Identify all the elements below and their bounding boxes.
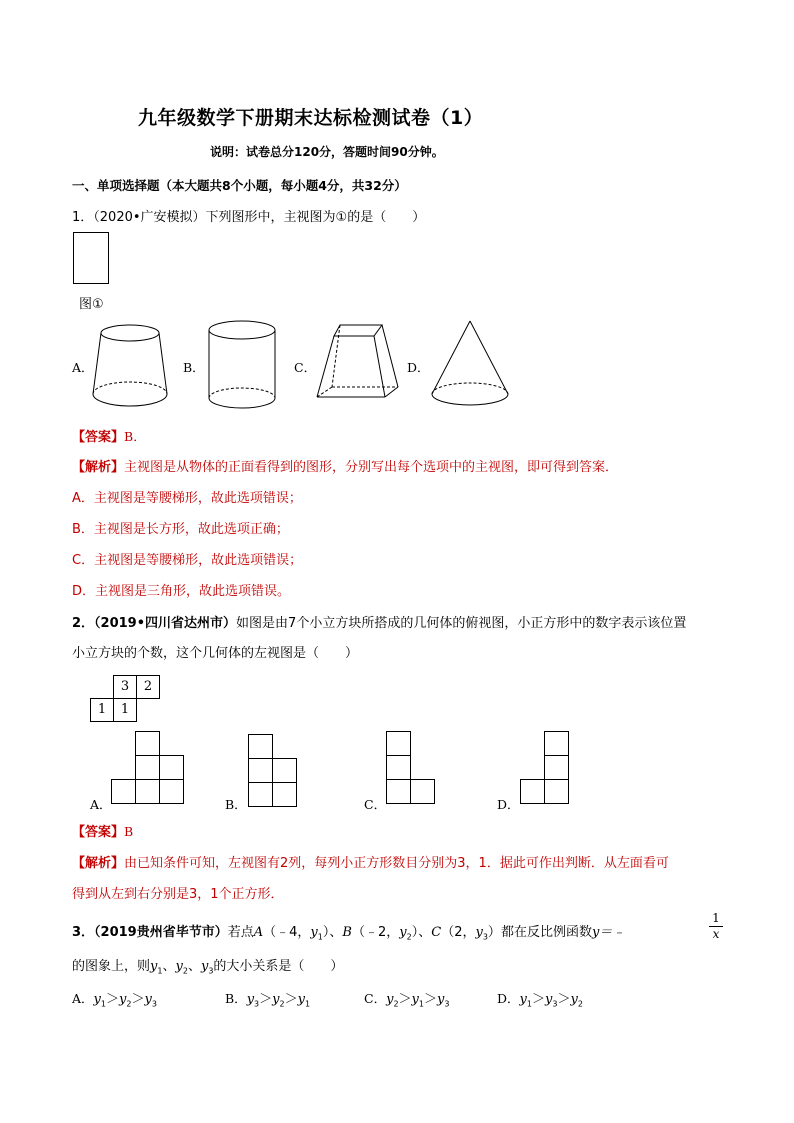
cone-figure [428,318,518,412]
q1-explanation-b: B．主视图是长方形，故此选项正确； [72,522,289,537]
question-source: （2019贵州省毕节市） [94,925,228,940]
q1-option-d-label: D． [407,360,430,375]
q1-option-b-label: B． [183,360,205,375]
q1-explanation-d: D．主视图是三角形，故此选项错误。 [72,584,291,599]
answer-label: 【答案】 [72,430,125,445]
q2-option-d-label: D． [497,797,520,812]
analysis-text: 主视图是从物体的正面看得到的图形，分别写出每个选项中的主视图，即可得到答案． [124,460,619,475]
prism-frustum-figure [312,322,402,402]
question-source: （2019•四川省达州市） [94,616,237,631]
q1-option-a-label: A． [72,360,94,375]
q1-explanation-c: C．主视图是等腰梯形，故此选项错误； [72,553,303,568]
exam-note: 说明：试卷总分120分，答题时间90分钟。 [210,145,444,159]
q1-analysis [72,456,618,475]
question-source: （2020•广安模拟） [93,210,206,225]
q2-option-a-label: A． [90,797,112,812]
q1-option-c-label: C． [294,360,317,375]
question-number: 2． [72,616,95,631]
grid-cell: 1 [90,698,114,722]
page-title: 九年级数学下册期末达标检测试卷（1） [138,107,484,129]
cylinder-figure [202,318,282,414]
analysis-label: 【解析】 [72,460,125,475]
analysis-text-line1: 由已知条件可知，左视图有2列，每列小正方形数目分别为3，1．据此可作出判断．从左面看可 [124,856,669,871]
analysis-label: 【解析】 [72,856,125,871]
grid-cell: 3 [113,675,137,699]
function-expression: y＝﹣ [591,925,626,940]
answer-value: B． [124,429,146,444]
question-number: 3． [72,925,95,940]
answer-value: B [124,824,134,839]
question-2 [72,612,686,631]
question-3: 3．（2019贵州省毕节市）若点A（﹣4，$y_1$）、B（﹣2，$y_2$）、C（2，$y_3$）都在反比例函数y＝﹣ [72,925,626,942]
answer-label: 【答案】 [72,825,125,840]
figure-1-label: 图① [79,297,104,312]
q3-option-c: C．$y_2>y_1>y_3$ [364,991,450,1009]
fraction-denominator: x [712,927,720,941]
q2-option-b-label: B． [225,797,247,812]
q2-analysis-line2: 得到从左到右分别是3，1个正方形． [72,887,284,902]
grid-cell: 2 [136,675,160,699]
q3-option-b: B．$y_3>y_2>y_1$ [225,991,311,1009]
fraction-numerator: 1 [712,911,720,925]
q1-answer [72,426,146,445]
question-text-line1: 如图是由7个小立方块所搭成的几何体的俯视图，小正方形中的数字表示该位置 [236,616,687,631]
q3-option-a: A．$y_1>y_2>y_3$ [72,991,157,1009]
section-heading: 一、单项选择题（本大题共8个小题，每小题4分，共32分） [72,178,407,193]
frustum-figure [90,322,170,414]
grid-cell: 1 [113,698,137,722]
question-number: 1． [72,210,94,225]
question-2-line2: 小立方块的个数，这个几何体的左视图是（ ） [72,646,359,661]
q2-option-c-label: C． [364,797,387,812]
question-text: 下列图形中，主视图为①的是（ ） [205,210,426,225]
figure-1-rectangle [73,232,109,284]
fraction [709,911,723,942]
question-1 [72,206,425,225]
q2-answer [72,821,133,840]
question-3-line2: 的图象上，则$y_1$、$y_2$、$y_3$的大小关系是（ ） [72,959,344,976]
q1-explanation-a: A．主视图是等腰梯形，故此选项错误； [72,491,302,506]
q3-option-d: D．$y_1>y_3>y_2$ [497,991,583,1009]
q2-analysis [72,852,669,871]
